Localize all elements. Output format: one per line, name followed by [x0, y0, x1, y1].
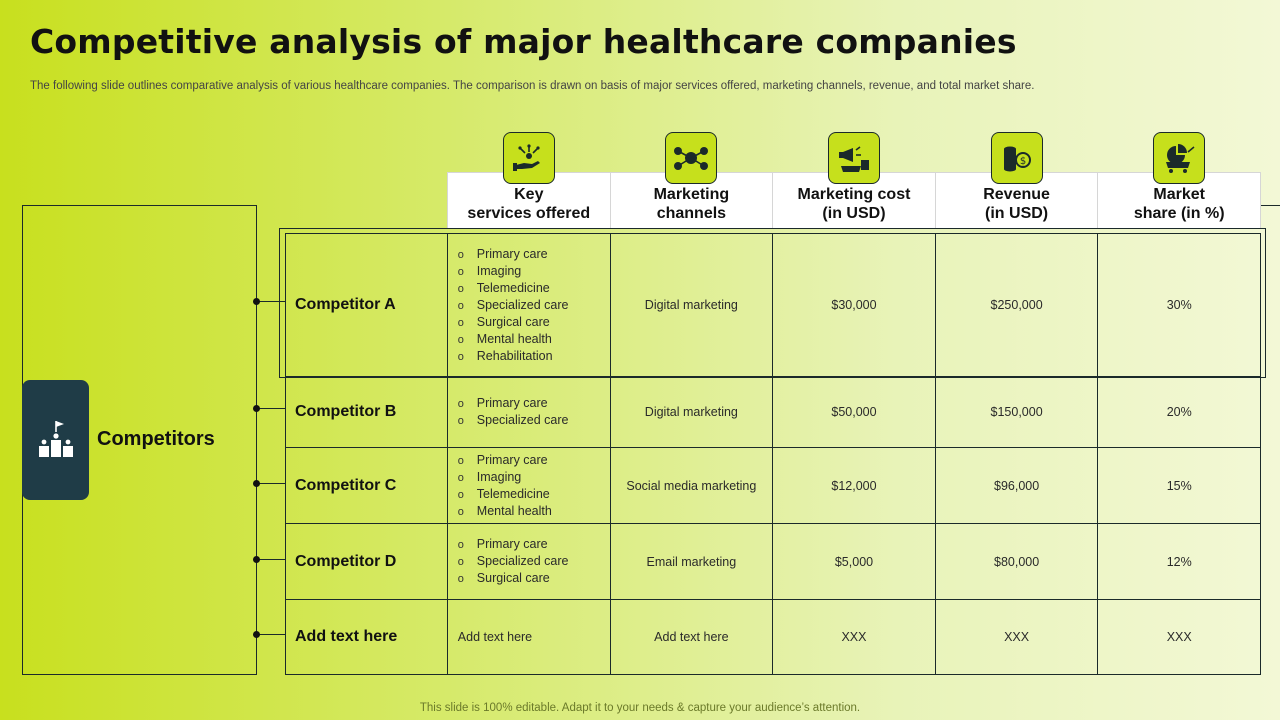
competitors-badge: [22, 380, 89, 500]
cost-cell: XXX: [773, 600, 936, 675]
network-channels-icon: [665, 132, 717, 184]
table-row: [286, 234, 1261, 377]
competitor-name: Competitor A: [286, 234, 448, 377]
connector-d: [256, 559, 286, 560]
coins-revenue-icon: [991, 132, 1043, 184]
list-item: o Telemedicine: [458, 486, 610, 503]
connector-b: [256, 408, 286, 409]
share-cell: 30%: [1098, 234, 1261, 377]
competitor-name: Competitor B: [286, 377, 448, 448]
competitor-name: Competitor D: [286, 524, 448, 600]
revenue-cell: $150,000: [935, 377, 1098, 448]
connector-spine: [256, 205, 257, 675]
list-item: o Surgical care: [458, 570, 610, 587]
connector-dot: [253, 556, 260, 563]
list-item: o Specialized care: [458, 553, 610, 570]
services-list: [458, 395, 610, 429]
list-item: o Imaging: [458, 263, 610, 280]
header-marketing-channels: Marketing channels: [611, 173, 774, 228]
header-revenue: Revenue (in USD): [936, 173, 1099, 228]
connector-dot: [253, 405, 260, 412]
top-rule: [1260, 205, 1280, 206]
services-cell: [447, 234, 610, 377]
competitors-label: Competitors: [97, 428, 215, 450]
cost-cell: $50,000: [773, 377, 936, 448]
comparison-table: [285, 233, 1261, 675]
list-item: o Primary care: [458, 536, 610, 553]
list-item: o Telemedicine: [458, 280, 610, 297]
page-subtitle: The following slide outlines comparative analysis of various healthcare companies. The comparison is drawn on basis of major services offered, marketing channels, revenue, and total market share.: [30, 80, 1035, 92]
header-market-share: Market share (in %): [1133, 185, 1225, 222]
list-item: o Specialized care: [458, 412, 610, 429]
channel-cell: Email marketing: [610, 524, 773, 600]
connector-c: [256, 483, 286, 484]
pie-cart-icon: [1153, 132, 1205, 184]
share-cell: XXX: [1098, 600, 1261, 675]
channel-cell: Add text here: [610, 600, 773, 675]
competitor-name: Add text here: [286, 600, 448, 675]
page-title: Competitive analysis of major healthcare companies: [30, 22, 1017, 61]
table-row: [286, 600, 1261, 675]
connector-a: [256, 301, 286, 302]
svg-text:$: $: [1019, 156, 1027, 167]
channel-cell: Social media marketing: [610, 448, 773, 524]
competitor-name: Competitor C: [286, 448, 448, 524]
header-marketing-cost: Marketing cost (in USD): [773, 173, 936, 228]
header-key-services: Key services offered: [448, 173, 611, 228]
cost-cell: $12,000: [773, 448, 936, 524]
list-item: o Specialized care: [458, 297, 610, 314]
list-item: o Surgical care: [458, 314, 610, 331]
table-row: [286, 524, 1261, 600]
list-item: o Rehabilitation: [458, 348, 610, 365]
connector-dot: [253, 298, 260, 305]
services-cell: [447, 377, 610, 448]
list-item: o Primary care: [458, 395, 610, 412]
hand-services-icon: [503, 132, 555, 184]
services-list: [458, 536, 610, 587]
connector-e: [256, 634, 286, 635]
cost-cell: $30,000: [773, 234, 936, 377]
connector-dot: [253, 631, 260, 638]
list-item: o Imaging: [458, 469, 610, 486]
list-item: o Primary care: [458, 246, 610, 263]
list-item: o Mental health: [458, 503, 610, 520]
connector-dot: [253, 480, 260, 487]
revenue-cell: XXX: [935, 600, 1098, 675]
share-cell: 12%: [1098, 524, 1261, 600]
channel-cell: Digital marketing: [610, 234, 773, 377]
megaphone-cost-icon: [828, 132, 880, 184]
services-list: [458, 452, 610, 520]
footer-note: This slide is 100% editable. Adapt it to your needs & capture your audience’s attention.: [419, 702, 861, 714]
cost-cell: $5,000: [773, 524, 936, 600]
revenue-cell: $96,000: [935, 448, 1098, 524]
channel-cell: Digital marketing: [610, 377, 773, 448]
revenue-cell: $80,000: [935, 524, 1098, 600]
revenue-cell: $250,000: [935, 234, 1098, 377]
share-cell: 20%: [1098, 377, 1261, 448]
services-cell: [447, 524, 610, 600]
table-row: [286, 377, 1261, 448]
services-cell: Add text here: [447, 600, 610, 675]
list-item: o Primary care: [458, 452, 610, 469]
podium-flag-icon: [34, 418, 78, 463]
services-cell: [447, 448, 610, 524]
table-row: [286, 448, 1261, 524]
share-cell: 15%: [1098, 448, 1261, 524]
list-item: o Mental health: [458, 331, 610, 348]
services-list: [458, 246, 610, 365]
